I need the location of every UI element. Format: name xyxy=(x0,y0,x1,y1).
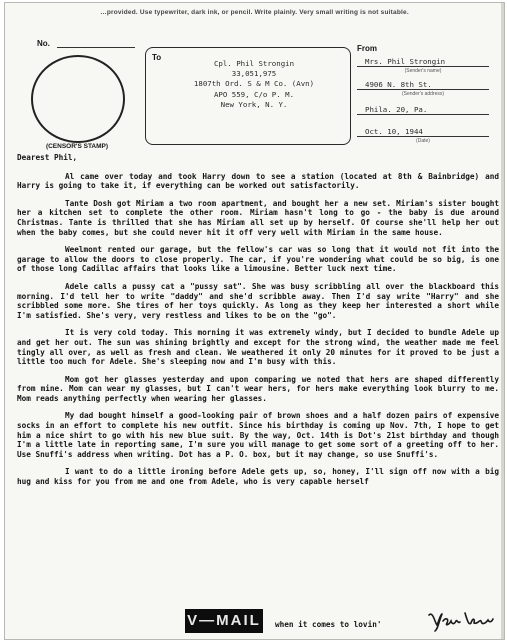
letter-paragraph-1: Al came over today and took Harry down to see a station (located at 8th & Bainbridge) and Harry is going to take it, if everything can be worked out satisfactorily. xyxy=(17,171,499,191)
censor-stamp-circle xyxy=(31,55,125,143)
letter-closing: when it comes to lovin' xyxy=(275,620,382,629)
sender-city-field xyxy=(357,105,489,115)
sender-address-field xyxy=(357,80,489,97)
sender-name-field xyxy=(357,57,489,74)
v-mail-logo: V—MAIL xyxy=(185,609,263,633)
form-instructions: …provided. Use typewriter, dark ink, or pencil. Write plainly. Very small writing is not suitable. xyxy=(100,9,409,16)
recipient-serial-number: 33,051,975 xyxy=(231,69,277,79)
recipient-name: Cpl. Phil Strongin xyxy=(213,59,295,68)
censor-stamp-label: (CENSOR'S STAMP) xyxy=(45,143,109,150)
sender-address: 4906 N. 8th St. xyxy=(365,80,432,89)
sender-address-caption: (Sender's address) xyxy=(401,91,445,97)
letter-paragraph-2: Tante Dosh got Miriam a two room apartment, and bought her a new set. Miriam's sister bought her a kitchen set to complete the other room. Miriam hasn't long to go - the baby is due around Christmas. Tante is thrilled that she has Miriam all set up by herself. Of course she'll help her out when the baby comes, but she could never hit it off very well with Miriam in the same house. xyxy=(17,198,499,237)
v-mail-sheet xyxy=(4,2,505,640)
letter-paragraph-5: It is very cold today. This morning it was extremely windy, but I decided to bundle Adele up and get her out. The sun was shining brightly and except for the strong wind, the weather made me feel tingly all over, as well as fresh and clean. We weathered it only 20 minutes for it proved to be just a little too much for Adele. She's sleeping now and I'm busy with this. xyxy=(17,328,499,367)
letter-body xyxy=(17,153,499,495)
handwritten-signature xyxy=(425,607,495,637)
letter-paragraph-7: My dad bought himself a good-looking pair of brown shoes and a half dozen pairs of expensive socks in an effort to complete his new outfit. Since his birthday is coming up Nov. 7th, I hope to get him a nice shirt to go with his new blue suit. By the way, Oct. 14th is Dot's 21st birthday and though I'm a little late in reporting same, I'm sure you will manage to get some sort of a greeting off to her. Use Snuffi's address when writing. Dot has a P. O. box, but it may change, so use Snuffi's. xyxy=(17,411,499,459)
letter-greeting: Dearest Phil, xyxy=(17,153,78,162)
letter-paragraph-6: Mom got her glasses yesterday and upon comparing we noted that hers are shaped differently from mine. Mom can wear my glasses, but I can't wear hers, for hers make everything look blurry to me. Mom reads anything perfectly when wearing her glasses. xyxy=(17,374,499,403)
letter-date: Oct. 10, 1944 xyxy=(365,127,423,136)
letter-paragraph-8: I want to do a little ironing before Adele gets up, so, honey, I'll sign off now with a big hug and kiss for you from me and one from Adele, who is very capable herself xyxy=(17,467,499,487)
sender-name-caption: (Sender's name) xyxy=(404,68,442,74)
date-caption: (Date) xyxy=(416,138,430,144)
number-line xyxy=(57,47,135,48)
letter-paragraph-4: Adele calls a pussy cat a "pussy sat". She was busy scribbling all over the blackboard this morning. I'd tell her to write "daddy" and she'd scribble away. Then I'd say write "Harry" and she scribbled some more. She tires of her toys quickly. As long as they keep her interested a short while I'm satisfied. She's very, very restless and likes to be on the "go". xyxy=(17,281,499,320)
recipient-address xyxy=(169,59,339,110)
letter-paragraph-3: Weelmont rented our garage, but the fellow's car was so long that it would not fit into the garage to allow the doors to close properly. The car, if you're wondering what could be so big, is one of those long Cadillac affairs that looks like a limousine. Better luck next time. xyxy=(17,245,499,274)
recipient-apo: APO 559, C/o P. M. xyxy=(213,89,295,99)
sender-city: Phila. 20, Pa. xyxy=(365,105,428,114)
from-label: From xyxy=(357,44,377,53)
recipient-city: New York, N. Y. xyxy=(220,99,288,109)
scan-edge xyxy=(501,3,504,639)
signature-drawing xyxy=(425,607,495,633)
to-label: To xyxy=(152,53,162,62)
recipient-unit: 1807th Ord. S & M Co. (Avn) xyxy=(193,79,315,89)
date-field xyxy=(357,127,489,144)
sender-name: Mrs. Phil Strongin xyxy=(365,57,446,66)
number-label: No. xyxy=(37,39,50,48)
